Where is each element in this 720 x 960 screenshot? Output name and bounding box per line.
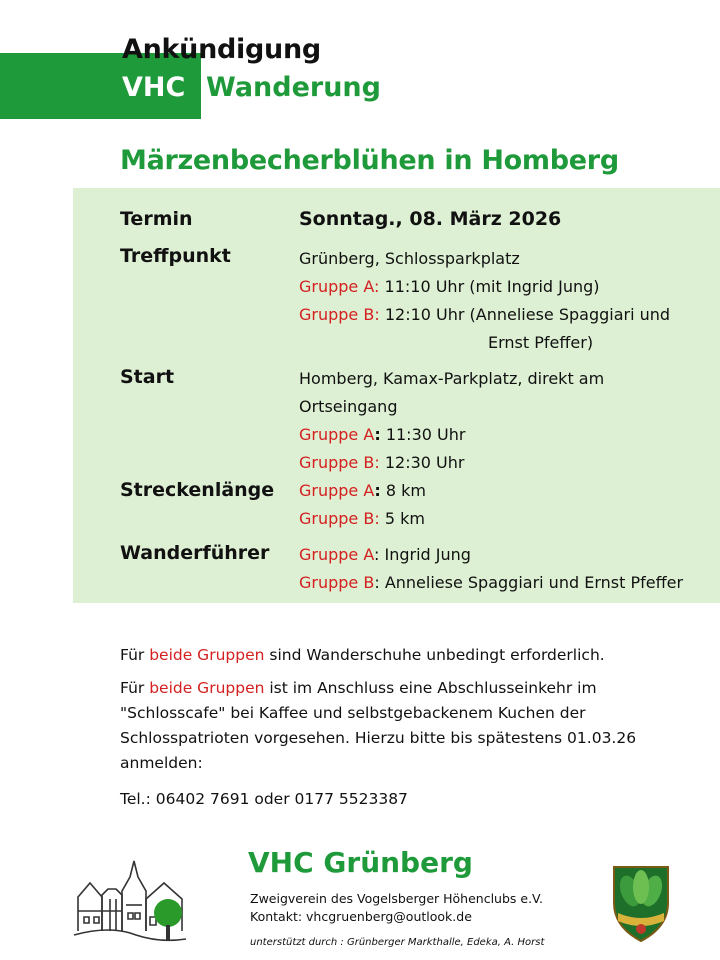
start-group-a	[299, 425, 465, 444]
club-emblem-icon	[610, 863, 672, 943]
group-a-label: Gruppe A	[299, 425, 375, 444]
event-title: Märzenbecherblühen in Homberg	[120, 145, 619, 176]
strecke-group-a	[299, 481, 426, 500]
group-b-label: Gruppe B:	[299, 509, 380, 528]
termin-value: Sonntag., 08. März 2026	[299, 208, 562, 230]
group-a-label: Gruppe A	[299, 481, 375, 500]
group-b-value: 12:30 Uhr	[384, 453, 465, 472]
group-b-value: : Anneliese Spaggiari und Ernst Pfeffer	[374, 573, 684, 592]
note-cafe	[120, 676, 636, 776]
treffpunkt-group-b	[299, 305, 670, 324]
treffpunkt-label: Treffpunkt	[120, 245, 231, 267]
note-cafe-line1	[120, 676, 636, 701]
group-a-label: Gruppe A:	[299, 277, 380, 296]
note-highlight: beide Gruppen	[149, 646, 265, 664]
treffpunkt-place: Grünberg, Schlossparkplatz	[299, 249, 520, 268]
treffpunkt-group-a	[299, 277, 600, 296]
note-cafe-line3: Schlosspatrioten vorgesehen. Hierzu bitte bis spätestens 01.03.26	[120, 729, 637, 747]
group-a-value: : Ingrid Jung	[374, 545, 471, 564]
org-contact: Kontakt: vhcgruenberg@outlook.de	[250, 909, 472, 924]
start-place-line2: Ortseingang	[299, 397, 398, 416]
start-place-line1: Homberg, Kamax-Parkplatz, direkt am	[299, 369, 605, 388]
group-b-label: Gruppe B:	[299, 305, 380, 324]
group-a-colon: :	[374, 425, 381, 444]
announcement-heading: Ankündigung	[122, 34, 321, 65]
fuehrer-label: Wanderführer	[120, 542, 270, 564]
town-silhouette-icon	[70, 855, 190, 945]
org-subtitle: Zweigverein des Vogelsberger Höhenclubs e.V.	[250, 891, 543, 906]
note-shoes	[120, 643, 605, 668]
header-vhc-label: VHC	[122, 72, 186, 103]
note-text: Für	[120, 646, 150, 664]
note-highlight: beide Gruppen	[149, 679, 265, 697]
termin-label: Termin	[120, 208, 193, 230]
group-a-colon: :	[374, 481, 381, 500]
strecke-group-b	[299, 509, 425, 528]
fuehrer-group-a	[299, 545, 471, 564]
group-b-label: Gruppe B	[299, 573, 375, 592]
sponsors-line: unterstützt durch : Grünberger Markthalle, Edeka, A. Horst	[250, 937, 545, 948]
strecke-label: Streckenlänge	[120, 479, 275, 501]
group-b-value: 12:10 Uhr (Anneliese Spaggiari und	[384, 305, 671, 324]
note-cafe-line4: anmelden:	[120, 754, 203, 772]
note-text: ist im Anschluss eine Abschlusseinkehr im	[264, 679, 597, 697]
group-a-value: 8 km	[385, 481, 426, 500]
header-wanderung-label: Wanderung	[206, 72, 381, 103]
start-group-b	[299, 453, 464, 472]
treffpunkt-group-b-cont: Ernst Pfeffer)	[488, 333, 594, 352]
note-text: Für	[120, 679, 150, 697]
phone-number: Tel.: 06402 7691 oder 0177 5523387	[120, 790, 408, 808]
note-text: sind Wanderschuhe unbedingt erforderlich.	[264, 646, 605, 664]
org-name: VHC Grünberg	[248, 846, 473, 879]
group-a-label: Gruppe A	[299, 545, 375, 564]
group-b-value: 5 km	[384, 509, 425, 528]
note-cafe-line2: "Schlosscafe" bei Kaffee und selbstgebackenem Kuchen der	[120, 704, 586, 722]
group-b-label: Gruppe B:	[299, 453, 380, 472]
fuehrer-group-b	[299, 573, 683, 592]
group-a-value: 11:10 Uhr (mit Ingrid Jung)	[384, 277, 600, 296]
start-label: Start	[120, 366, 175, 388]
group-a-value: 11:30 Uhr	[385, 425, 466, 444]
